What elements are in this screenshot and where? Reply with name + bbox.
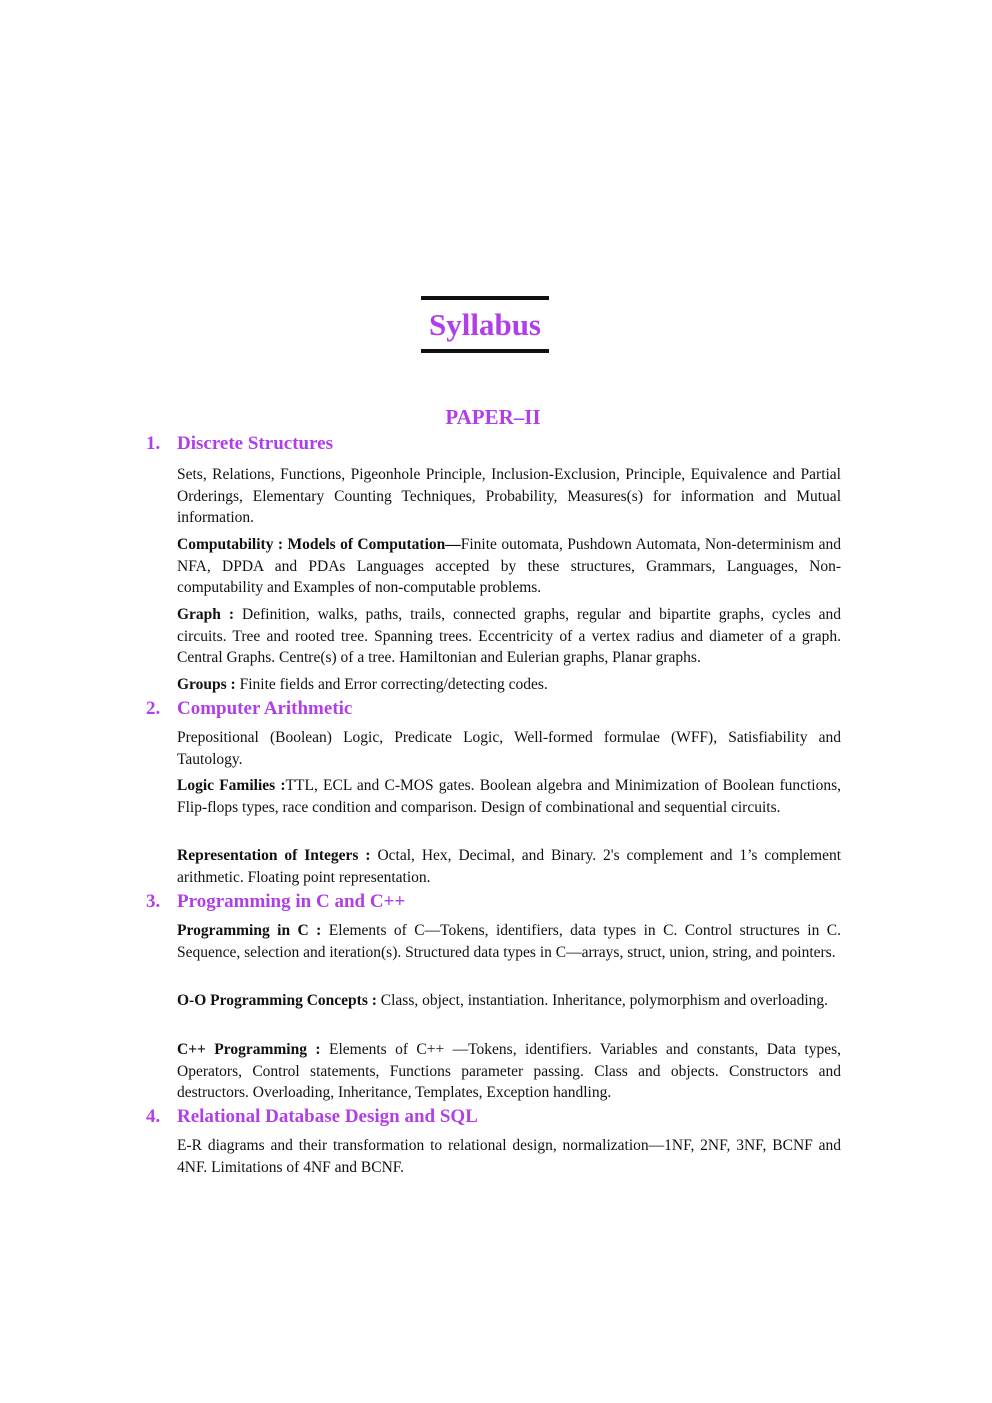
paragraph: Graph : Definition, walks, paths, trails, connected graphs, regular and bipartite graphs, cycles and circuits. Tree and rooted tree. Spanning trees. Eccentricity of a vertex radius and diameter of a graph. Central Graphs. Centre(s) of a tree. Hamiltonian and Eulerian graphs, Planar graphs. [177,606,841,667]
paragraph: E-R diagrams and their transformation to relational design, normalization—1NF, 2NF, 3NF, BCNF and 4NF. Limitations of 4NF and BCNF. [177,1137,841,1176]
paragraph-lead: Graph : [177,606,235,623]
section-number: 2. [146,698,161,719]
paragraph-lead: Groups : [177,676,236,693]
section-heading-discrete-structures [146,432,333,456]
section-title: Discrete Structures [177,433,333,454]
section-title: Programming in C and C++ [177,891,406,912]
paper-label: PAPER–II [445,405,541,429]
paragraph-lead: O-O Programming Concepts : [177,992,377,1009]
section-heading-programming-c-cpp [146,890,405,914]
paragraph: Prepositional (Boolean) Logic, Predicate Logic, Well-formed formulae (WFF), Satisfiability and Tautology. [177,729,841,768]
paragraph: Programming in C : Elements of C—Tokens, identifiers, data types in C. Control structures in C. Sequence, selection and iteration(s). Structured data types in C—arrays, struct, union, string, and pointers. [177,922,842,961]
paragraph-lead: Computability : Models of Computation— [177,536,461,553]
paragraph-lead: Logic Families : [177,777,286,794]
section-title: Relational Database Design and SQL [177,1106,478,1127]
section-heading-computer-arithmetic [146,697,352,721]
paragraph-lead: Programming in C : [177,922,322,939]
page-title: Syllabus [428,307,541,342]
section-heading-relational-database [146,1105,478,1129]
title-block [421,296,549,353]
paragraph: Representation of Integers : Octal, Hex, Decimal, and Binary. 2's complement and 1’s complement arithmetic. Floating point representation. [177,847,841,886]
paragraph: O-O Programming Concepts : Class, object, instantiation. Inheritance, polymorphism and overloading. [177,992,829,1009]
paragraph-lead: C++ Programming : [177,1041,321,1058]
section-number: 1. [146,433,161,454]
paragraph: Groups : Finite fields and Error correcting/detecting codes. [177,676,548,693]
paragraph: C++ Programming : Elements of C++ —Tokens, identifiers. Variables and constants, Data types, Operators, Control statements, Functions parameter passing. Class and objects. Constructors and destructors. Overloading, Inheritance, Templates, Exception handling. [177,1041,842,1102]
paragraph: Computability : Models of Computation—Finite outomata, Pushdown Automata, Non-determinism and NFA, DPDA and PDAs Languages accepted by these structures, Grammars, Languages, Non-computability and Examples of non-computable problems. [177,536,841,597]
paragraph: Logic Families :TTL, ECL and C-MOS gates. Boolean algebra and Minimization of Boolean functions, Flip-flops types, race condition and comparison. Design of combinational and sequential circuits. [177,777,841,816]
paragraph: Sets, Relations, Functions, Pigeonhole Principle, Inclusion-Exclusion, Principle, Equivalence and Partial Orderings, Elementary Counting Techniques, Probability, Measures(s) for information and Mutual information. [177,466,841,527]
section-number: 4. [146,1106,161,1127]
paragraph-lead: Representation of Integers : [177,847,371,864]
section-title: Computer Arithmetic [177,698,353,719]
section-number: 3. [146,891,161,912]
